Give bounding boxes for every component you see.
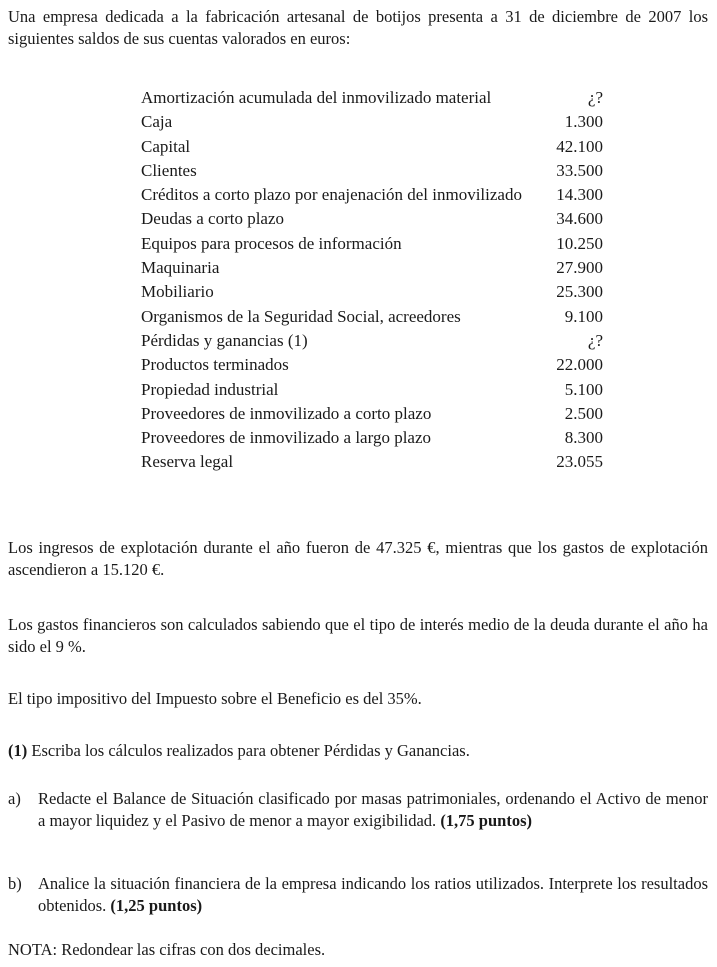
question-b-points: (1,25 puntos) bbox=[110, 896, 203, 915]
account-value: ¿? bbox=[587, 330, 603, 350]
question-1-label: (1) bbox=[8, 741, 28, 760]
account-row bbox=[141, 402, 603, 426]
account-row bbox=[141, 305, 603, 329]
account-name: Deudas a corto plazo bbox=[141, 209, 285, 229]
account-row bbox=[141, 183, 603, 207]
account-value: 9.100 bbox=[564, 306, 603, 326]
account-value: 2.500 bbox=[564, 403, 603, 423]
account-value: 33.500 bbox=[556, 160, 603, 180]
impuesto-paragraph: El tipo impositivo del Impuesto sobre el Beneficio es del 35%. bbox=[8, 689, 422, 708]
account-name: Capital bbox=[141, 136, 191, 156]
gastos-financieros-paragraph: Los gastos financieros son calculados sabiendo que el tipo de interés medio de la deuda durante el año ha sido el 9 %. bbox=[8, 615, 708, 656]
account-value: 5.100 bbox=[564, 379, 603, 399]
account-name: Caja bbox=[141, 112, 173, 132]
account-value: 8.300 bbox=[564, 428, 603, 448]
account-name: Créditos a corto plazo por enajenación del inmovilizado bbox=[141, 185, 522, 205]
account-name: Productos terminados bbox=[141, 355, 289, 375]
account-name: Clientes bbox=[141, 160, 197, 180]
account-value: 23.055 bbox=[556, 452, 603, 472]
question-a bbox=[8, 788, 708, 832]
account-value: 34.600 bbox=[556, 209, 603, 229]
question-a-text: Redacte el Balance de Situación clasificado por masas patrimoniales, ordenando el Activo de menor a mayor liquidez y el Pasivo de menor a mayor exigibilidad. bbox=[38, 789, 708, 830]
intro-paragraph: Una empresa dedicada a la fabricación artesanal de botijos presenta a 31 de diciembre de 2007 los siguientes saldos de sus cuentas valorados en euros: bbox=[8, 7, 708, 48]
account-name: Pérdidas y ganancias (1) bbox=[141, 330, 308, 350]
question-b bbox=[8, 873, 708, 917]
question-b-text: Analice la situación financiera de la empresa indicando los ratios utilizados. Interprete los resultados obtenidos. bbox=[38, 874, 708, 915]
question-1 bbox=[8, 740, 708, 762]
account-row bbox=[141, 110, 603, 134]
account-row bbox=[141, 207, 603, 231]
account-row bbox=[141, 232, 603, 256]
account-row bbox=[141, 135, 603, 159]
account-row bbox=[141, 378, 603, 402]
account-name: Proveedores de inmovilizado a corto plazo bbox=[141, 403, 432, 423]
account-value: 42.100 bbox=[556, 136, 603, 156]
account-row bbox=[141, 426, 603, 450]
account-name: Organismos de la Seguridad Social, acreedores bbox=[141, 306, 461, 326]
account-row bbox=[141, 86, 603, 110]
account-row bbox=[141, 353, 603, 377]
account-row bbox=[141, 280, 603, 304]
ingresos-paragraph: Los ingresos de explotación durante el año fueron de 47.325 €, mientras que los gastos de explotación ascendieron a 15.120 €. bbox=[8, 538, 708, 579]
account-name: Reserva legal bbox=[141, 452, 234, 472]
account-row bbox=[141, 159, 603, 183]
account-name: Propiedad industrial bbox=[141, 379, 279, 399]
question-b-label: b) bbox=[8, 874, 22, 893]
account-row bbox=[141, 329, 603, 353]
question-a-label: a) bbox=[8, 789, 21, 808]
account-value: 1.300 bbox=[564, 112, 603, 132]
question-1-text: Escriba los cálculos realizados para obtener Pérdidas y Ganancias. bbox=[31, 741, 470, 760]
account-name: Amortización acumulada del inmovilizado material bbox=[141, 88, 492, 107]
account-value: 14.300 bbox=[556, 185, 603, 205]
account-value: 27.900 bbox=[556, 258, 603, 278]
account-value: 25.300 bbox=[556, 282, 603, 302]
account-value: ¿? bbox=[587, 88, 603, 107]
account-value: 22.000 bbox=[556, 355, 603, 375]
accounts-table bbox=[141, 86, 603, 475]
account-row bbox=[141, 450, 603, 474]
account-value: 10.250 bbox=[556, 233, 603, 253]
note: NOTA: Redondear las cifras con dos decimales. bbox=[8, 940, 326, 959]
question-a-points: (1,75 puntos) bbox=[440, 811, 532, 830]
account-name: Maquinaria bbox=[141, 258, 220, 278]
account-name: Proveedores de inmovilizado a largo plazo bbox=[141, 428, 432, 448]
account-name: Mobiliario bbox=[141, 282, 214, 302]
account-name: Equipos para procesos de información bbox=[141, 233, 402, 253]
account-row bbox=[141, 256, 603, 280]
